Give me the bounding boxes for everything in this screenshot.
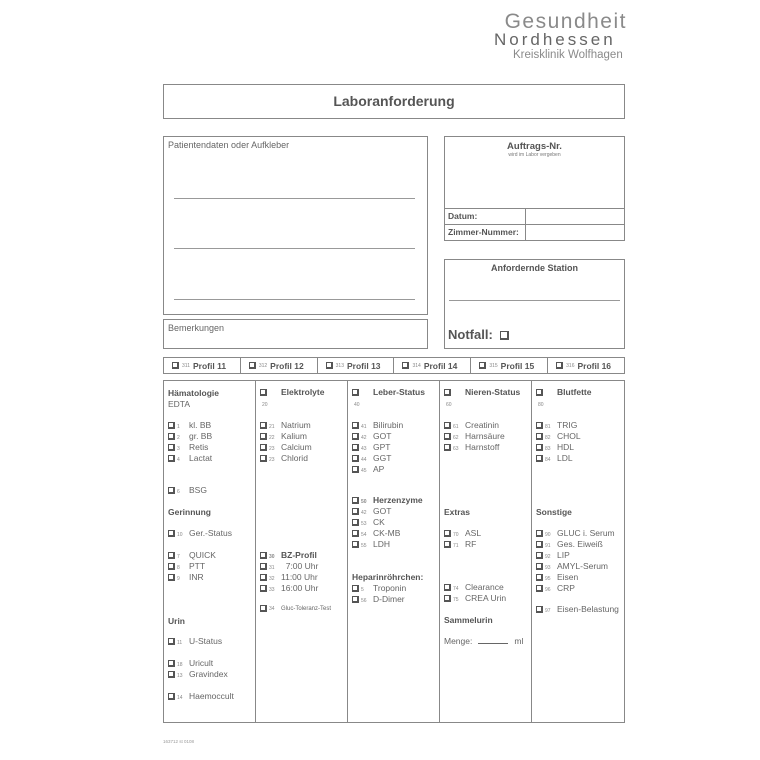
test-grid	[163, 380, 625, 723]
test-label: LDH	[373, 539, 391, 549]
form-code: 163712 st 0108	[163, 739, 195, 744]
checkbox[interactable]	[168, 455, 175, 462]
profile-bar	[163, 357, 625, 374]
haematologie-subtitle: EDTA	[168, 399, 191, 409]
column-elektrolyte	[256, 381, 348, 722]
test-num: 43	[361, 446, 367, 452]
test-num: 41	[361, 424, 367, 430]
test-num: 23	[269, 457, 275, 463]
test-label: BSG	[189, 485, 207, 495]
checkbox[interactable]	[352, 497, 359, 504]
test-item[interactable]	[168, 636, 222, 649]
order-number-subtitle: wird im Labor vergeben	[508, 152, 561, 158]
menge-input[interactable]	[478, 643, 508, 644]
leber-heading[interactable]	[352, 387, 425, 397]
checkbox[interactable]	[444, 584, 451, 591]
checkbox[interactable]	[260, 433, 267, 440]
test-label: U-Status	[189, 636, 223, 646]
test-label: GLUC i. Serum	[557, 528, 615, 538]
profile-num: 315	[489, 362, 498, 369]
column-haematologie	[164, 381, 256, 722]
test-num: 70	[453, 532, 459, 538]
room-row	[445, 224, 624, 241]
checkbox[interactable]	[168, 574, 175, 581]
checkbox[interactable]	[249, 362, 256, 369]
profile-label: Profil 13	[347, 360, 381, 371]
form-title: Laboranforderung	[333, 93, 455, 109]
patient-line-1[interactable]	[174, 198, 415, 199]
profile-label: Profil 15	[500, 360, 535, 371]
checkbox[interactable]	[352, 389, 359, 396]
menge-row	[444, 636, 523, 646]
station-title: Anfordernde Station	[491, 263, 578, 273]
sammelurin-heading: Sammelurin	[444, 615, 493, 625]
heading-label: Leber-Status	[373, 387, 425, 397]
test-item[interactable]	[536, 583, 575, 596]
heparin-heading: Heparinröhrchen:	[352, 572, 424, 582]
test-label: Lactat	[189, 453, 213, 463]
checkbox[interactable]	[168, 487, 175, 494]
test-label: ASL	[465, 528, 482, 538]
test-label: QUICK	[189, 550, 216, 560]
test-num: 7	[177, 554, 180, 560]
profile-label: Profil 12	[270, 360, 304, 371]
test-label: Kalium	[281, 431, 307, 441]
test-num: 1	[177, 424, 180, 430]
checkbox[interactable]	[352, 422, 359, 429]
test-num: 33	[269, 587, 275, 593]
emergency-label: Notfall:	[448, 327, 493, 342]
checkbox[interactable]	[479, 362, 486, 369]
test-item[interactable]	[444, 442, 499, 455]
checkbox[interactable]	[260, 574, 267, 581]
order-number-box	[444, 136, 625, 241]
profile-label: Profil 16	[577, 360, 612, 371]
test-label: kl. BB	[189, 420, 212, 430]
blutfette-num: 80	[538, 402, 544, 408]
requesting-station-box	[444, 259, 625, 349]
profile-15[interactable]	[471, 358, 548, 373]
checkbox[interactable]	[444, 444, 451, 451]
date-label: Datum:	[448, 211, 478, 221]
heading-label: Nieren-Status	[465, 387, 521, 397]
test-num: 61	[453, 424, 459, 430]
checkbox[interactable]	[168, 693, 175, 700]
checkbox[interactable]	[556, 362, 563, 369]
checkbox[interactable]	[444, 595, 451, 602]
test-num: 81	[545, 424, 551, 430]
checkbox[interactable]	[352, 508, 359, 515]
test-label: D-Dimer	[373, 594, 405, 604]
elektrolyte-num: 20	[262, 402, 268, 408]
test-label: Haemoccult	[189, 691, 234, 701]
menge-label: Menge:	[444, 636, 473, 646]
test-label: GGT	[373, 453, 392, 463]
test-label: GPT	[373, 442, 391, 452]
test-label: 7:00 Uhr	[281, 561, 319, 571]
profile-label: Profil 14	[423, 360, 458, 371]
test-label: Bilirubin	[373, 420, 404, 430]
checkbox[interactable]	[352, 530, 359, 537]
test-num: 4	[177, 457, 180, 463]
test-label: LDL	[557, 453, 573, 463]
test-label: Gluc-Toleranz-Test	[281, 606, 332, 612]
test-num: 14	[177, 695, 183, 701]
checkbox[interactable]	[352, 541, 359, 548]
test-item[interactable]	[168, 528, 232, 541]
test-item[interactable]	[444, 539, 476, 552]
test-num: 18	[177, 662, 183, 668]
menge-unit: ml	[514, 636, 524, 646]
gerinnung-heading: Gerinnung	[168, 507, 211, 517]
checkbox[interactable]	[326, 362, 333, 369]
checkbox[interactable]	[168, 552, 175, 559]
profile-14[interactable]	[394, 358, 471, 373]
checkbox[interactable]	[168, 660, 175, 667]
test-num: 92	[545, 554, 551, 560]
checkbox[interactable]	[536, 433, 543, 440]
checkbox[interactable]	[168, 671, 175, 678]
checkbox[interactable]	[444, 389, 451, 396]
profile-11[interactable]	[164, 358, 241, 373]
test-label: Creatinin	[465, 420, 500, 430]
checkbox[interactable]	[536, 422, 543, 429]
test-num: 34	[269, 606, 275, 612]
checkbox[interactable]	[168, 433, 175, 440]
checkbox[interactable]	[352, 519, 359, 526]
profile-num: 314	[412, 362, 421, 369]
test-label: CK-MB	[373, 528, 401, 538]
checkbox[interactable]	[444, 541, 451, 548]
profile-label: Profil 11	[192, 360, 227, 371]
checkbox[interactable]	[536, 455, 543, 462]
test-num: 50	[361, 499, 367, 505]
column-leber	[348, 381, 440, 722]
remarks-label: Bemerkungen	[168, 323, 225, 333]
test-num: 75	[453, 597, 459, 603]
test-item[interactable]	[168, 453, 212, 466]
checkbox[interactable]	[536, 444, 543, 451]
test-label: RF	[465, 539, 477, 549]
test-num: 5	[361, 587, 364, 593]
test-label: Herzenzyme	[373, 495, 423, 505]
test-num: 53	[361, 521, 367, 527]
test-label: Harnsäure	[465, 431, 505, 441]
checkbox[interactable]	[536, 563, 543, 570]
logo-nordhessen: Nordhessen	[494, 30, 616, 49]
test-num: 6	[177, 489, 180, 495]
emergency-row	[448, 327, 509, 342]
haematologie-heading: Hämatologie	[168, 388, 220, 398]
test-label: CK	[373, 517, 385, 527]
test-item[interactable]	[168, 669, 228, 682]
heading-label: Blutfette	[557, 387, 592, 397]
test-label: Ges. Eiweiß	[557, 539, 603, 549]
checkbox[interactable]	[260, 585, 267, 592]
test-num: 2	[177, 435, 180, 441]
column-blutfette	[532, 381, 624, 722]
test-label: 11:00 Uhr	[281, 572, 318, 582]
checkbox[interactable]	[352, 444, 359, 451]
title-box	[163, 84, 625, 119]
test-label: PTT	[189, 561, 206, 571]
checkbox[interactable]	[352, 466, 359, 473]
test-label: TRIG	[557, 420, 578, 430]
test-item[interactable]	[352, 539, 390, 552]
sonstige-heading: Sonstige	[536, 507, 572, 517]
leber-num: 40	[354, 402, 360, 408]
profile-num: 316	[566, 362, 575, 369]
test-num: 44	[361, 457, 367, 463]
checkbox[interactable]	[352, 585, 359, 592]
test-item[interactable]	[352, 464, 384, 477]
checkbox[interactable]	[260, 605, 267, 612]
profile-16[interactable]	[548, 358, 624, 373]
checkbox[interactable]	[168, 638, 175, 645]
date-row	[445, 208, 624, 225]
test-label: Eisen-Belastung	[557, 604, 619, 614]
test-label: Gravindex	[189, 669, 228, 679]
test-num: 42	[361, 435, 367, 441]
checkbox[interactable]	[536, 585, 543, 592]
test-num: 10	[177, 532, 183, 538]
test-num: 90	[545, 532, 551, 538]
checkbox[interactable]	[536, 530, 543, 537]
test-num: 83	[545, 446, 551, 452]
test-num: 22	[269, 435, 275, 441]
test-num: 31	[269, 565, 275, 571]
checkbox[interactable]	[260, 444, 267, 451]
test-num: 42	[361, 510, 367, 516]
test-item[interactable]	[260, 583, 318, 596]
test-num: 62	[453, 435, 459, 441]
test-label: GOT	[373, 506, 392, 516]
test-num: 56	[361, 598, 367, 604]
test-label: Clearance	[465, 582, 504, 592]
test-label: Harnstoff	[465, 442, 500, 452]
profile-12[interactable]	[241, 358, 318, 373]
profile-num: 313	[335, 362, 344, 369]
extras-heading: Extras	[444, 507, 470, 517]
test-num: 93	[545, 565, 551, 571]
heading-label: Elektrolyte	[281, 387, 325, 397]
test-label: Chlorid	[281, 453, 308, 463]
test-label: INR	[189, 572, 204, 582]
test-num: 96	[545, 587, 551, 593]
order-number-title: Auftrags-Nr.	[507, 141, 562, 152]
date-field[interactable]	[525, 209, 624, 225]
test-label: CREA Urin	[465, 593, 507, 603]
test-label: AP	[373, 464, 385, 474]
test-label: CRP	[557, 583, 575, 593]
test-label: HDL	[557, 442, 575, 452]
test-label: Eisen	[557, 572, 579, 582]
test-num: 71	[453, 543, 459, 549]
test-num: 21	[269, 424, 275, 430]
test-num: 45	[361, 468, 367, 474]
checkbox[interactable]	[260, 389, 267, 396]
test-num: 30	[269, 554, 275, 560]
test-num: 91	[545, 543, 551, 549]
test-label: 16:00 Uhr	[281, 583, 319, 593]
checkbox[interactable]	[172, 362, 179, 369]
checkbox[interactable]	[168, 563, 175, 570]
checkbox[interactable]	[168, 444, 175, 451]
test-num: 13	[177, 673, 183, 679]
profile-13[interactable]	[318, 358, 395, 373]
test-label: Retis	[189, 442, 209, 452]
checkbox[interactable]	[260, 552, 267, 559]
test-label: gr. BB	[189, 431, 213, 441]
checkbox[interactable]	[168, 422, 175, 429]
test-num: 55	[361, 543, 367, 549]
test-item[interactable]	[168, 691, 234, 704]
logo-gesundheit: Gesundheit	[504, 10, 627, 33]
checkbox[interactable]	[444, 433, 451, 440]
room-field[interactable]	[525, 225, 624, 241]
test-item[interactable]	[260, 453, 308, 466]
test-label: GOT	[373, 431, 392, 441]
test-num: 63	[453, 446, 459, 452]
checkbox[interactable]	[536, 574, 543, 581]
test-num: 84	[545, 457, 551, 463]
test-label: Ger.-Status	[189, 528, 232, 538]
station-line[interactable]	[449, 300, 620, 301]
test-item[interactable]	[168, 572, 204, 585]
blutfette-heading[interactable]	[536, 387, 591, 397]
test-num: 32	[269, 576, 275, 582]
test-num: 97	[545, 608, 551, 614]
checkbox[interactable]	[352, 596, 359, 603]
room-label: Zimmer-Nummer:	[448, 227, 519, 237]
patient-data-label: Patientendaten oder Aufkleber	[168, 140, 290, 150]
nieren-num: 60	[446, 402, 452, 408]
checkbox[interactable]	[536, 606, 543, 613]
test-num: 9	[177, 576, 180, 582]
checkbox[interactable]	[260, 563, 267, 570]
test-num: 11	[177, 640, 183, 646]
test-label: LIP	[557, 550, 570, 560]
checkbox[interactable]	[536, 552, 543, 559]
patient-line-3[interactable]	[174, 299, 415, 300]
elektrolyte-heading[interactable]	[260, 387, 324, 397]
checkbox[interactable]	[168, 530, 175, 537]
logo-clinic-name: Kreisklinik Wolfhagen	[513, 49, 623, 61]
test-label: Uricult	[189, 658, 214, 668]
test-num: 23	[269, 446, 275, 452]
test-label: AMYL-Serum	[557, 561, 609, 571]
test-label: Calcium	[281, 442, 312, 452]
test-item[interactable]	[536, 453, 573, 466]
test-item[interactable]	[168, 485, 207, 498]
urin-heading: Urin	[168, 616, 185, 626]
checkbox[interactable]	[536, 389, 543, 396]
patient-data-field[interactable]	[163, 136, 428, 315]
checkbox[interactable]	[536, 541, 543, 548]
checkbox[interactable]	[260, 455, 267, 462]
test-num: 8	[177, 565, 180, 571]
test-label: Natrium	[281, 420, 311, 430]
test-num: 74	[453, 586, 459, 592]
test-item[interactable]	[260, 604, 331, 615]
test-item[interactable]	[536, 604, 619, 617]
emergency-checkbox[interactable]	[500, 331, 509, 340]
checkbox[interactable]	[260, 422, 267, 429]
checkbox[interactable]	[444, 422, 451, 429]
checkbox[interactable]	[352, 433, 359, 440]
profile-num: 312	[258, 362, 268, 369]
column-nieren	[440, 381, 532, 722]
test-label: CHOL	[557, 431, 581, 441]
remarks-field[interactable]	[163, 319, 428, 349]
test-item[interactable]	[352, 594, 405, 607]
checkbox[interactable]	[352, 455, 359, 462]
test-label: BZ-Profil	[281, 550, 317, 560]
test-num: 95	[545, 576, 551, 582]
nieren-heading[interactable]	[444, 387, 520, 397]
test-num: 3	[177, 446, 180, 452]
checkbox[interactable]	[444, 530, 451, 537]
test-num: 82	[545, 435, 551, 441]
checkbox[interactable]	[402, 362, 409, 369]
test-label: Troponin	[373, 583, 407, 593]
patient-line-2[interactable]	[174, 248, 415, 249]
test-item[interactable]	[444, 593, 506, 606]
test-num: 54	[361, 532, 367, 538]
profile-num: 311	[182, 362, 190, 369]
